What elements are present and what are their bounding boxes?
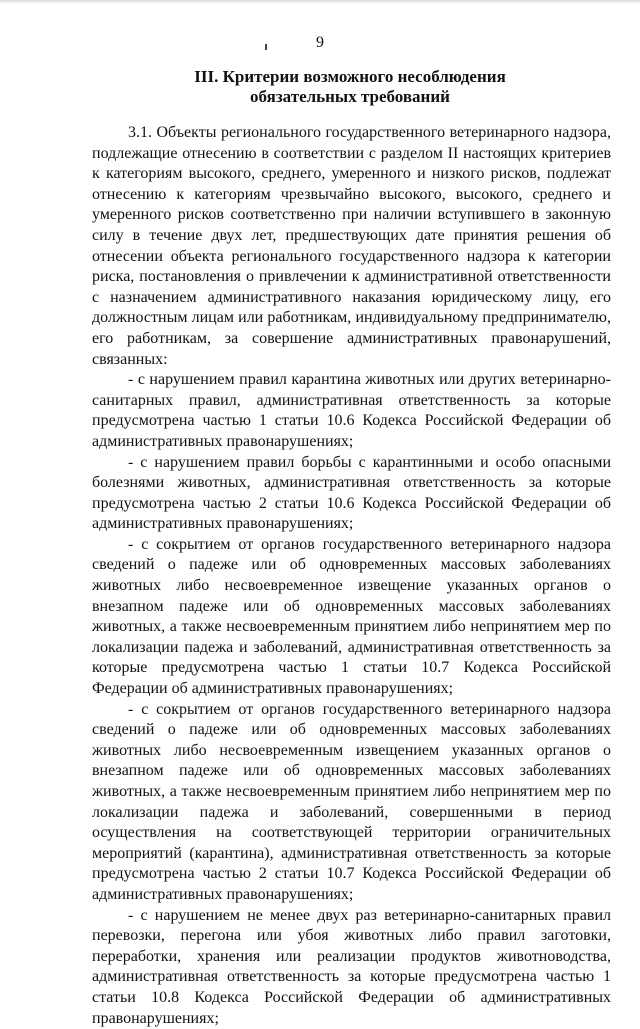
list-item-concealment-10-7-part-2: - с сокрытием от органов государственного ветеринарного надзора сведений о падеже или об одновременных массовых заболеваниях животных либо несвоевременным извещением указанных органов о внезапном падеже или об одновременных массовых заболеваниях животных, а также несвоевременным принятием либо непринятием мер по локализации падежа и заболеваний, совершенными в период осуществления на соответствующей территории ограничительных мероприятий (карантина), административная ответственность за которые предусмотрена частью 2 статьи 10.7 Кодекса Российской Федерации об административных правонарушениях; bbox=[92, 700, 611, 903]
list-item-quarantine-rules: - с нарушением правил карантина животных или других ветеринарно-санитарных правил, административная ответственность за которые предусмотрена частью 1 статьи 10.6 Кодекса Российской Федерации об административных правонарушениях; bbox=[92, 371, 611, 450]
scan-mark bbox=[265, 44, 267, 50]
list-item-transport-slaughter-rules: - с нарушением не менее двух раз ветеринарно-санитарных правил перевозки, перегона или убоя животных либо правил заготовки, переработки, хранения или реализации продуктов животноводства, административная ответственность за которые предусмотрена частью 1 статьи 10.8 Кодекса Российской Федерации об административных правонарушениях; bbox=[92, 906, 611, 1027]
document-body bbox=[92, 123, 611, 1029]
section-heading-line-1: III. Критерии возможного несоблюдения bbox=[194, 67, 506, 86]
list-item-disease-control-rules: - с нарушением правил борьбы с карантинными и особо опасными болезнями животных, административная ответственность за которые предусмотрена частью 2 статьи 10.6 Кодекса Российской Федерации об административных правонарушениях; bbox=[92, 453, 611, 533]
paragraph-3-1: 3.1. Объекты регионального государственного ветеринарного надзора, подлежащие отнесению в соответствии с разделом II настоящих критериев к категориям высокого, среднего, умеренного и низкого рисков, подлежат отнесению к категориям чрезвычайно высокого, высокого, среднего и умеренного рисков соответственно при наличии вступившего в законную силу в течение двух лет, предшествующих дате принятия решения об отнесении объекта регионального государственного надзора к категории риска, постановления о привлечении к административной ответственности с назначением административного наказания юридическому лицу, его должностным лицам или работникам, индивидуальному предпринимателю, его работникам, за совершение административных правонарушений, связанных: bbox=[92, 124, 611, 368]
section-heading-line-2: обязательных требований bbox=[250, 87, 450, 106]
scan-edge bbox=[0, 0, 640, 4]
list-item-concealment-10-7-part-1: - с сокрытием от органов государственного ветеринарного надзора сведений о падеже или об одновременных массовых заболеваниях животных либо несвоевременное извещение указанных органов о внезапном падеже или об одновременных массовых заболеваниях животных, а также несвоевременным принятием либо непринятием мер по локализации падежа и заболеваний, административная ответственность за которые предусмотрена частью 1 статьи 10.7 Кодекса Российской Федерации об административных правонарушениях; bbox=[92, 535, 611, 698]
section-heading bbox=[90, 67, 610, 107]
page-number: 9 bbox=[316, 34, 324, 51]
